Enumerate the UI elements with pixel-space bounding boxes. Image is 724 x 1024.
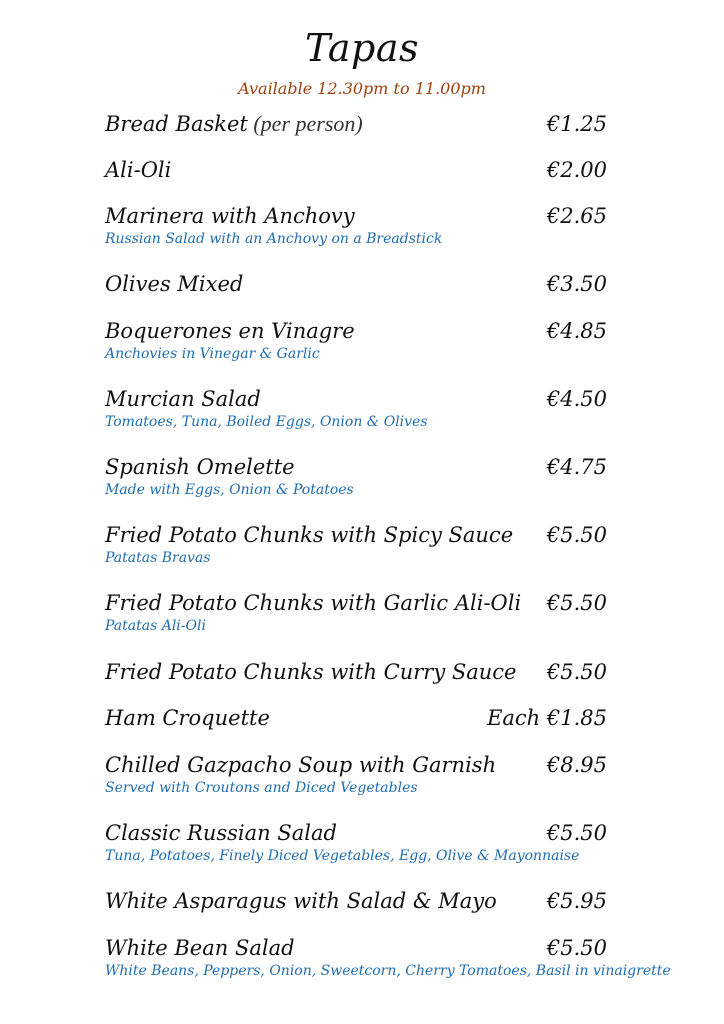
item-name-text: Classic Russian Salad — [105, 821, 337, 845]
item-price: €3.50 — [546, 272, 607, 296]
item-name — [105, 202, 607, 230]
menu-item — [105, 704, 607, 732]
item-name-text: Ham Croquette — [105, 706, 270, 730]
item-price: €8.95 — [546, 753, 607, 777]
item-name-text: Boquerones en Vinagre — [105, 319, 355, 343]
item-description: Made with Eggs, Onion & Potatoes — [105, 482, 354, 498]
item-price: €1.25 — [546, 112, 607, 136]
item-name — [105, 385, 607, 413]
item-name — [105, 589, 607, 617]
menu-item — [105, 453, 607, 499]
item-description: Russian Salad with an Anchovy on a Breadstick — [105, 231, 443, 247]
item-name-text: Fried Potato Chunks with Garlic Ali-Oli — [105, 591, 522, 615]
menu-item — [105, 385, 607, 431]
item-name — [105, 658, 607, 686]
item-name — [105, 317, 607, 345]
item-description: Patatas Bravas — [105, 550, 211, 566]
page-title: Tapas — [304, 26, 420, 70]
menu-item — [105, 156, 607, 184]
item-name-text: Bread Basket — [105, 112, 248, 136]
item-price: €5.50 — [546, 936, 607, 960]
menu-item — [105, 658, 607, 686]
item-price: €5.50 — [546, 660, 607, 684]
item-name — [105, 110, 607, 138]
item-name-text: White Bean Salad — [105, 936, 295, 960]
menu-item — [105, 751, 607, 797]
item-description: White Beans, Peppers, Onion, Sweetcorn, Cherry Tomatoes, Basil in vinaigrette — [105, 963, 671, 979]
menu-item — [105, 110, 607, 138]
availability-subtitle: Available 12.30pm to 11.00pm — [238, 79, 486, 98]
item-name — [105, 156, 607, 184]
item-name — [105, 453, 607, 481]
item-name — [105, 270, 607, 298]
menu-item — [105, 934, 671, 980]
item-name — [105, 819, 607, 847]
item-name — [105, 887, 607, 915]
menu-item — [105, 317, 607, 363]
menu-item — [105, 521, 607, 567]
menu-item — [105, 202, 607, 248]
menu-item — [105, 270, 607, 298]
item-name-text: Chilled Gazpacho Soup with Garnish — [105, 753, 497, 777]
item-name — [105, 751, 607, 779]
item-price: €4.75 — [546, 455, 607, 479]
item-name-text: Spanish Omelette — [105, 455, 295, 479]
item-note: (per person) — [247, 111, 363, 136]
item-name-text: Olives Mixed — [105, 272, 244, 296]
item-name-text: Fried Potato Chunks with Spicy Sauce — [105, 523, 514, 547]
menu-item — [105, 819, 607, 865]
item-price: €5.95 — [546, 889, 607, 913]
item-name — [105, 521, 607, 549]
item-name-text: Murcian Salad — [105, 387, 261, 411]
item-description: Served with Croutons and Diced Vegetables — [105, 780, 418, 796]
item-price: €2.00 — [546, 158, 607, 182]
item-name-text: Fried Potato Chunks with Curry Sauce — [105, 660, 517, 684]
item-price: €4.50 — [546, 387, 607, 411]
item-name-text: Marinera with Anchovy — [105, 204, 355, 228]
item-price: €5.50 — [546, 591, 607, 615]
item-price: €2.65 — [546, 204, 607, 228]
item-price: Each €1.85 — [487, 706, 607, 730]
item-description: Tomatoes, Tuna, Boiled Eggs, Onion & Olives — [105, 414, 428, 430]
item-description: Tuna, Potatoes, Finely Diced Vegetables, Egg, Olive & Mayonnaise — [105, 848, 580, 864]
item-description: Anchovies in Vinegar & Garlic — [105, 346, 320, 362]
item-name-text: White Asparagus with Salad & Mayo — [105, 889, 497, 913]
item-price: €5.50 — [546, 821, 607, 845]
item-name — [105, 934, 607, 962]
item-name-text: Ali-Oli — [105, 158, 172, 182]
menu-item — [105, 887, 607, 915]
item-price: €4.85 — [546, 319, 607, 343]
menu-item — [105, 589, 607, 635]
item-description: Patatas Ali-Oli — [105, 618, 206, 634]
item-price: €5.50 — [546, 523, 607, 547]
